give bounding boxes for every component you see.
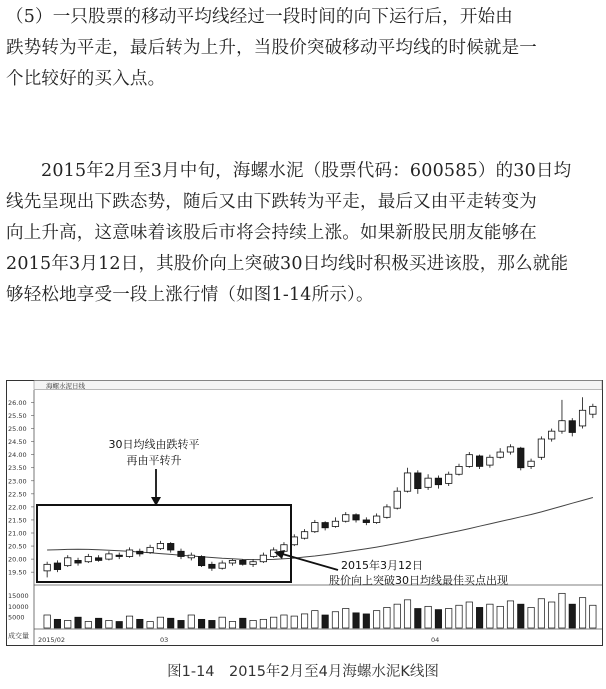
volume-bar [497, 606, 503, 628]
candle-body [373, 516, 379, 523]
volume-bar [579, 598, 585, 628]
volume-bar [85, 622, 91, 629]
volume-bar [528, 607, 534, 628]
candle-body [312, 523, 318, 532]
candle-body [487, 457, 493, 465]
volume-bar [559, 593, 565, 628]
y-tick-label: 23.00 [8, 477, 27, 486]
candle-body [528, 461, 534, 466]
candle-body [291, 537, 297, 545]
candle-body [209, 564, 215, 568]
volume-bar [538, 599, 544, 628]
candle-body [198, 557, 204, 566]
candle-body [497, 452, 503, 457]
candle-body [569, 421, 575, 433]
volume-bar [373, 611, 379, 628]
intro-paragraph [6, 2, 602, 95]
volume-bar [95, 618, 101, 628]
volume-bar [157, 617, 163, 628]
candle-body [85, 557, 91, 562]
candle-body [548, 431, 554, 439]
y-tick-label: 25.50 [8, 412, 27, 420]
volume-bar [270, 617, 276, 628]
volume-bar [260, 619, 266, 628]
volume-bar [507, 601, 513, 628]
volume-bar [106, 620, 112, 628]
candle-body [219, 563, 225, 568]
chart-header-bar [34, 381, 602, 390]
candle-body [147, 547, 153, 552]
candle-body [260, 555, 266, 562]
text-line: （5）一只股票的移动平均线经过一段时间的向下运行后，开始由 [6, 7, 513, 27]
candle-body [75, 560, 81, 563]
candle-body [95, 558, 101, 561]
candle-body [518, 448, 524, 468]
text-line: 2015年2月至3月中旬，海螺水泥（股票代码：600585）的30日均 [41, 161, 572, 181]
volume-bar [198, 619, 204, 628]
volume-bar [548, 602, 554, 628]
candle-body [44, 564, 50, 571]
volume-bar [332, 612, 338, 628]
annotation-bottom: 2015年3月12日 [341, 559, 423, 572]
volume-bar [168, 618, 174, 628]
candle-body [456, 466, 462, 474]
x-tick-label: 03 [160, 636, 169, 644]
y-tick-label: 23.50 [8, 464, 27, 473]
candle-body [65, 558, 71, 566]
volume-bar [404, 600, 410, 628]
candle-body [590, 406, 596, 414]
volume-tick-label: 10000 [8, 602, 29, 611]
x-tick-label: 2015/02 [38, 636, 66, 644]
volume-tick-label: 5000 [8, 613, 25, 622]
y-tick-label: 26.00 [8, 398, 27, 407]
y-tick-label: 21.00 [8, 529, 27, 538]
volume-bar [240, 618, 246, 628]
candle-body [250, 562, 256, 565]
candle-body [301, 532, 307, 539]
y-tick-label: 24.50 [8, 438, 27, 447]
y-tick-label: 20.50 [8, 542, 27, 551]
volume-bar [281, 615, 287, 628]
volume-bar [384, 607, 390, 628]
y-tick-label: 25.00 [8, 425, 27, 434]
candle-body [476, 456, 482, 466]
volume-bar [54, 619, 60, 628]
y-tick-label: 22.50 [8, 490, 27, 499]
text-line: 向上升高，这意味着该股后市将会持续上涨。如果新股民朋友能够在 [6, 223, 537, 243]
volume-label: 成交量 [8, 632, 29, 640]
candle-body [126, 550, 132, 557]
volume-bar [312, 611, 318, 628]
candle-body [322, 523, 328, 528]
volume-bar [250, 620, 256, 628]
text-line: 跌势转为平走，最后转为上升，当股价突破移动平均线的时候就是一 [6, 38, 537, 58]
candle-body [384, 507, 390, 517]
volume-bar [415, 609, 421, 629]
candle-body [394, 491, 400, 508]
candle-body [137, 551, 143, 554]
kline-chart [6, 380, 603, 646]
candle-body [353, 515, 359, 520]
annotation-top: 30日均线由跌转平 [108, 438, 200, 451]
candle-body [538, 439, 544, 457]
candle-body [559, 421, 565, 431]
candle-body [116, 555, 122, 556]
candle-body [404, 473, 410, 491]
volume-bar [456, 605, 462, 628]
y-tick-label: 19.50 [8, 568, 27, 577]
volume-bar [44, 615, 50, 628]
volume-bar [147, 622, 153, 629]
volume-bar [116, 622, 122, 629]
candle-body [157, 543, 163, 548]
y-tick-label: 24.00 [8, 451, 27, 460]
candle-body [168, 543, 174, 550]
candle-body [415, 473, 421, 489]
volume-bar [75, 617, 81, 628]
candle-body [106, 554, 112, 559]
candle-body [425, 478, 431, 487]
volume-bar [466, 602, 472, 628]
candle-body [229, 560, 235, 563]
volume-bar [343, 609, 349, 629]
annotation-top: 再由平转升 [126, 454, 182, 467]
volume-bar [435, 610, 441, 628]
volume-bar [65, 620, 71, 628]
volume-bar [518, 604, 524, 628]
y-tick-label: 20.00 [8, 555, 27, 564]
candle-body [188, 555, 194, 558]
candle-body [507, 447, 513, 452]
candle-body [435, 478, 441, 485]
candle-body [178, 551, 184, 556]
x-tick-label: 04 [431, 636, 440, 644]
volume-bar [425, 606, 431, 628]
volume-bar [137, 619, 143, 628]
volume-bar [394, 604, 400, 628]
chart-header-title: 海螺水泥日线 [46, 382, 85, 390]
volume-bar [569, 604, 575, 628]
text-line: 够轻松地享受一段上涨行情（如图1-14所示）。 [6, 285, 374, 305]
text-line: 2015年3月12日，其股价向上突破30日均线时积极买进该股，那么就能 [6, 254, 569, 274]
y-tick-label: 22.00 [8, 503, 27, 512]
volume-bar [446, 609, 452, 629]
candle-body [240, 560, 246, 564]
annotation-bottom: 股价向上突破30日均线最佳买点出现 [329, 574, 508, 587]
candle-body [363, 520, 369, 523]
candle-body [332, 521, 338, 526]
text-line: 线先呈现出下跌态势，随后又由下跌转为平走，最后又由平走转变为 [6, 192, 537, 212]
volume-bar [322, 615, 328, 628]
candle-body [579, 410, 585, 426]
volume-bar [301, 614, 307, 628]
volume-tick-label: 15000 [8, 592, 29, 600]
volume-bar [353, 613, 359, 628]
candle-body [54, 563, 60, 570]
volume-bar [229, 622, 235, 629]
example-paragraph [6, 156, 602, 311]
candle-body [466, 455, 472, 467]
y-tick-label: 21.50 [8, 516, 27, 525]
volume-bar [178, 620, 184, 628]
candle-body [343, 515, 349, 522]
volume-bar [209, 620, 215, 628]
volume-bar [476, 607, 482, 628]
text-line: 个比较好的买入点。 [6, 69, 166, 89]
volume-bar [219, 617, 225, 628]
candle-body [446, 474, 452, 483]
volume-bar [487, 604, 493, 628]
volume-bar [363, 614, 369, 628]
figure-caption: 图1-14 2015年2月至4月海螺水泥K线图 [167, 664, 439, 680]
volume-bar [188, 615, 194, 628]
volume-bar [126, 616, 132, 628]
volume-bar [291, 616, 297, 628]
volume-bar [590, 605, 596, 628]
